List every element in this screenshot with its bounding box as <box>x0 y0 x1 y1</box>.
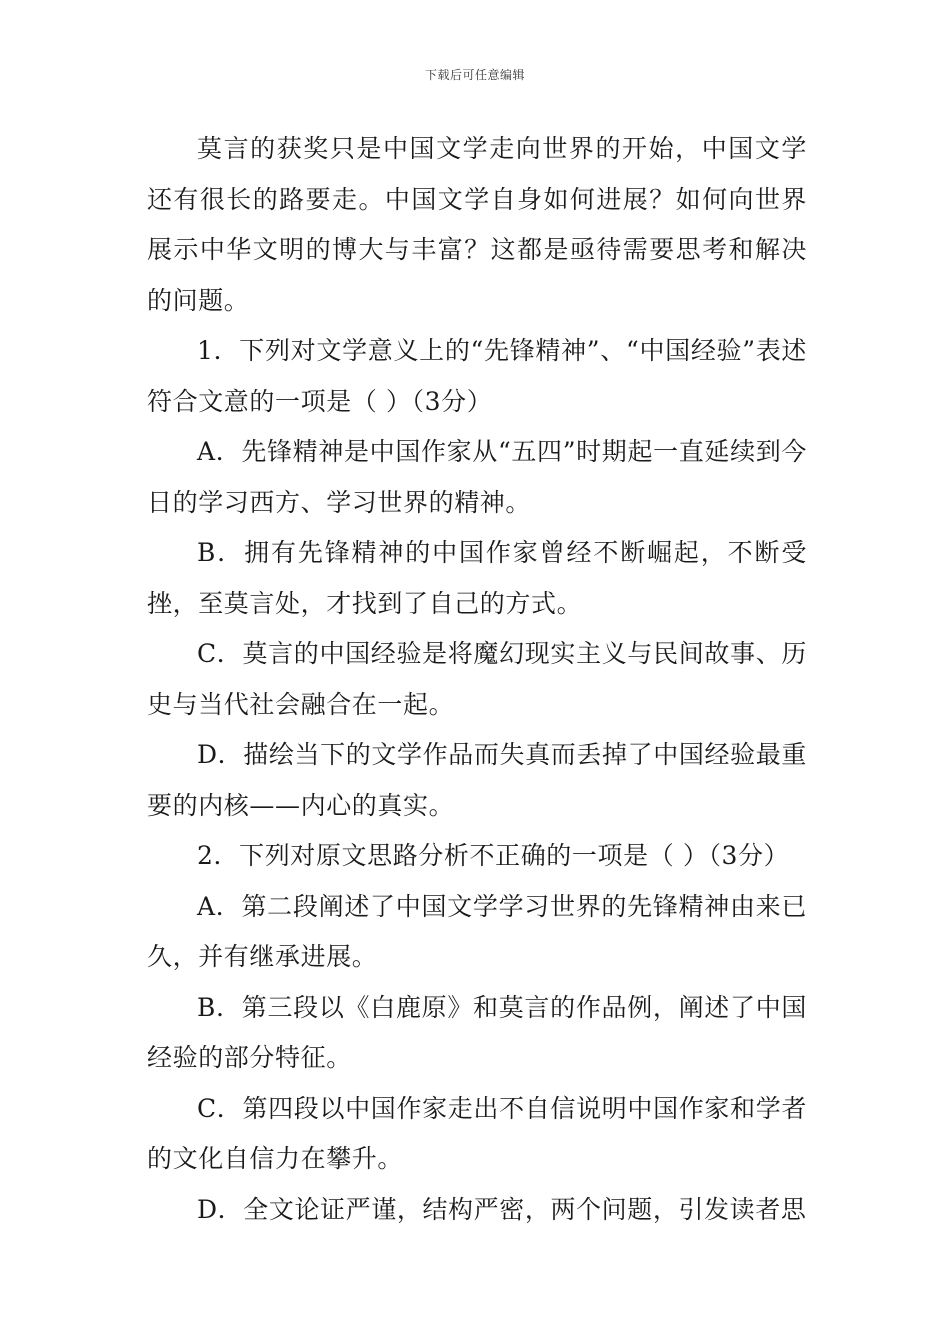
question-1-option-b: B．拥有先锋精神的中国作家曾经不断崛起，不断受挫，至莫言处，才找到了自己的方式。 <box>147 538 807 618</box>
download-note: 下载后可任意编辑 <box>424 68 525 82</box>
question-1-option-c: C．莫言的中国经验是将魔幻现实主义与民间故事、历史与当代社会融合在一起。 <box>147 639 807 719</box>
question-1: 1．下列对文学意义上的“先锋精神”、“中国经验”表述符合文意的一项是（ ）（3分） <box>147 336 807 416</box>
question-2-option-c: C．第四段以中国作家走出不自信说明中国作家和学者的文化自信力在攀升。 <box>147 1093 807 1173</box>
intro-paragraph: 莫言的获奖只是中国文学走向世界的开始，中国文学还有很长的路要走。中国文学自身如何进展？如何向世界展示中华文明的博大与丰富？这都是亟待需要思考和解决的问题。 <box>147 134 807 315</box>
question-2: 2．下列对原文思路分析不正确的一项是（ ）（3分） <box>197 841 790 870</box>
document-body <box>147 124 807 1235</box>
question-2-option-d: D．全文论证严谨，结构严密，两个问题，引发读者思 <box>197 1194 807 1224</box>
question-2-option-b: B．第三段以《白鹿原》和莫言的作品例，阐述了中国经验的部分特征。 <box>147 992 807 1072</box>
question-2-option-a: A．第二段阐述了中国文学学习世界的先锋精神由来已久，并有继承进展。 <box>147 891 807 971</box>
question-1-option-d: D．描绘当下的文学作品而失真而丢掉了中国经验最重要的内核——内心的真实。 <box>147 740 807 820</box>
question-1-option-a: A．先锋精神是中国作家从“五四”时期起一直延续到今日的学习西方、学习世界的精神。 <box>147 437 807 517</box>
